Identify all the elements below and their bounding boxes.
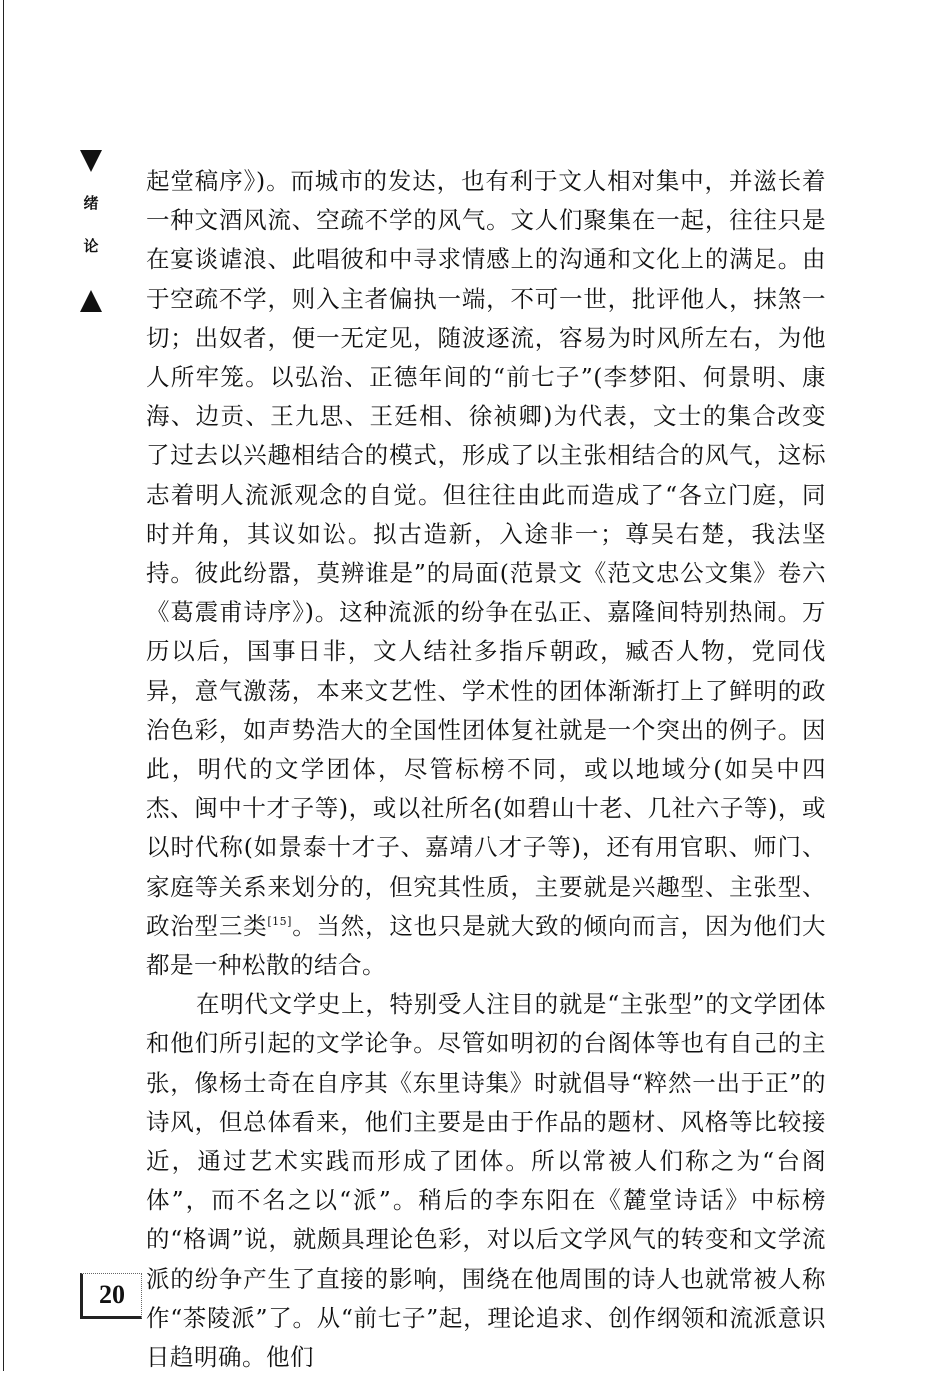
triangle-down-icon <box>80 150 102 172</box>
footnote-marker: [15] <box>267 915 292 929</box>
paragraph-1 <box>146 162 826 985</box>
main-text <box>146 162 826 1377</box>
paragraph-1-part-2: 。当然，这也只是就大致的倾向而言，因为他们大都是一种松散的结合。 <box>146 911 827 980</box>
paragraph-2: 在明代文学史上，特别受人注目的就是“主张型”的文学团体和他们所引起的文学论争。尽管如明初的台阁体等也有自己的主张，像杨士奇在自序其《东里诗集》时就倡导“粹然一出于正”的诗风，但总体看来，他们主要是由于作品的题材、风格等比较接近，通过艺术实践而形成了团体。所以常被人们称之为“台阁体”，而不名之以“派”。稍后的李东阳在《麓堂诗话》中标榜的“格调”说，就颇具理论色彩，对以后文学风气的转变和文学流派的纷争产生了直接的影响，围绕在他周围的诗人也就常被人称作“茶陵派”了。从“前七子”起，理论追求、创作纲领和流派意识日趋明确。他们 <box>146 990 826 1372</box>
chapter-side-marker <box>76 150 106 312</box>
page-number-box <box>80 1273 142 1319</box>
paragraph-1-part-1: 起堂稿序》)。而城市的发达，也有利于文人相对集中，并滋长着一种文酒风流、空疏不学的风气。文人们聚集在一起，往往只是在宴谈谑浪、此唱彼和中寻求情感上的沟通和文化上的满足。由于空疏不学，则入主者偏执一端，不可一世，批评他人，抹煞一切；出奴者，便一无定见，随波逐流，容易为时风所左右，为他人所牢笼。以弘治、正德年间的“前七子”(李梦阳、何景明、康海、边贡、王九思、王廷相、徐祯卿)为代表，文士的集合改变了过去以兴趣相结合的模式，形成了以主张相结合的风气，这标志着明人流派观念的自觉。但往往由此而造成了“各立门庭，同时并角，其议如讼。拟古造新，入途非一；尊吴右楚，我法坚持。彼此纷嚣，莫辨谁是”的局面(范景文《范文忠公文集》卷六《葛震甫诗序》)。这种流派的纷争在弘正、嘉隆间特别热闹。万历以后，国事日非，文人结社多指斥朝政，臧否人物，党同伐异，意气激荡，本来文艺性、学术性的团体渐渐打上了鲜明的政治色彩，如声势浩大的全国性团体复社就是一个突出的例子。因此，明代的文学团体，尽管标榜不同，或以地域分(如吴中四杰、闽中十才子等)，或以社所名(如碧山十老、几社六子等)，或以时代称(如景泰十才子、嘉靖八才子等)，还有用官职、师门、家庭等关系来划分的，但究其性质，主要就是兴趣型、主张型、政治型三类 <box>146 167 826 940</box>
page-edge-line <box>3 0 4 1371</box>
triangle-up-icon <box>80 290 102 312</box>
chapter-char-2: 论 <box>83 237 99 255</box>
page-number: 20 <box>99 1280 125 1309</box>
chapter-char-1: 绪 <box>83 194 99 212</box>
